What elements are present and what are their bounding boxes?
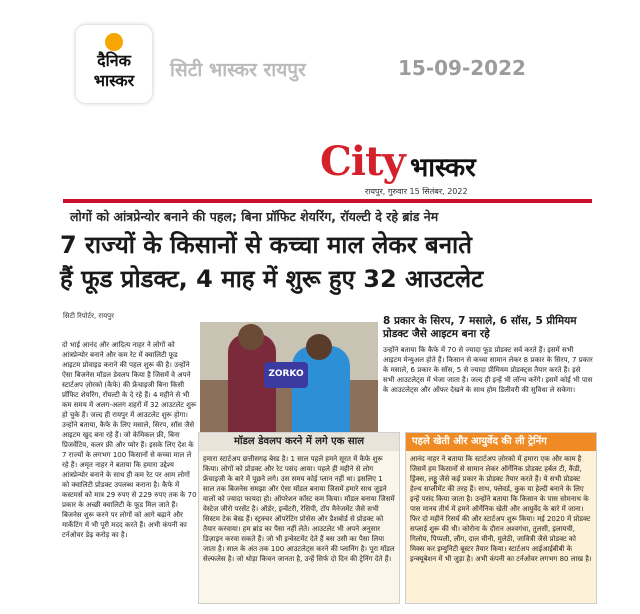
article-column-3: उन्होंने बताया कि कैफे में 70 से ज्यादा फूड प्रोडक्ट सर्व करते हैं। इसमें सभी आइटम मेन्युअल होते हैं। किसान से कच्चा सामान लेकर 8 प्रकार के सिरप, 7 प्रकार के मसाले, 6 प्रकार के सॉस, 5 से ज्यादा प्रीमियम प्रोडक्ट्स तैयार करते हैं। इसे सभी आउटलेट्स में भेजा जाता है। जल्द ही इन्हें भी लॉन्च करेंगे। इसमें कोई भी पास के आउटलेट्स और ऑफर देखने के साथ होम डिलीवरी की सुविधा ले सकेगा। [383,346,593,394]
sub-headline: 8 प्रकार के सिरप, 7 मसाले, 6 सॉस, 5 प्रीमियम प्रोडक्ट जैसे आइटम बना रहे [383,315,577,340]
headline-line-1: 7 राज्यों के किसानों से कच्चा माल लेकर बनाते [60,231,472,259]
masthead-city: City [320,138,405,185]
article-photo[interactable] [200,322,378,432]
article-column-1: दो भाई आनंद और आदित्य नाहर ने लोगों को आंत्रप्रेन्योर बनाने और कम रेट में क्वालिटी फूड आइटम प्रोवाइड कराने की पहल शुरू की है। उन्होंने ऐसा बिजनेस मॉडल डेवलप किया है जिसमें वे अपने स्टार्टअप ज़ोरको (कैफे) की फ्रेंचाइजी बिना किसी प्रॉफिट शेयरिंग, रॉयल्टी के दे रहे हैं। 4 महीने से भी कम समय में अलग-अलग शहरों में 32 आउटलेट शुरू हो चुके हैं। जल्द ही रायपुर में आउटलेट शुरू होगा। उन्होंने बताया, कैफे के लिए मसाले, सिरप, सॉस जैसे आइटम खुद बना रहे हैं। जो केमिकल फ्री, बिना प्रिजर्वेटिव, कलर फ्री और प्योर हैं। इसके लिए देश के 7 राज्यों के लगभग 100 किसानों से कच्चा माल ले रहे हैं। अमृत नाहर ने बताया कि हमारा उद्देश्य आंत्रप्रेन्योर बनाने के साथ ही कम रेट पर आम लोगों को क्वालिटी प्रोडक्ट उपलब्ध कराना है। कैफे में कस्टमर्स को मात्र 29 रुपए से 229 रुपए तक के 70 प्रकार के अच्छी क्वालिटी के फूड मिल जाते हैं। बिजनेस शुरू करने पर लोगों को आगे बढ़ाने और मार्केटिंग में भी पूरी मदद करते हैं। अभी कंपनी का टर्नओवर डेढ़ करोड़ का है। [62,341,197,539]
masthead-dateline: रायपुर, गुरुवार 15 सितंबर, 2022 [365,187,468,196]
dainik-bhaskar-logo[interactable] [76,25,152,103]
edition-name: सिटी भास्कर रायपुर [170,59,306,81]
box-right-text: आनंद नाहर ने बताया कि स्टार्टअप ज़ोरको में हमारा एक और काम है जिसमें हम किसानों से सामान लेकर ऑर्गेनिक प्रोडक्ट हर्बल टी, कैंडी, ड्रिंक्स, लड्डू जैसे कई प्रकार के प्रोडक्ट तैयार करते हैं। ये सभी प्रोडक्ट हेल्थ सप्लीमेंट की तरह हैं। साथ, फ्लेवर्ड, कुक या हेल्दी बनाने के लिए इन्हें पसंद किया जाता है। उन्होंने बताया कि किसान के पास सोमनाथ के पास मानव तीर्थ में हमने ऑर्गेनिक खेती और आयुर्वेद के बारे में जाना। फिर दो महीने रिसर्च की और स्टार्टअप शुरू किया। मई 2020 में प्रोडक्ट सप्लाई शुरू की थी। कोरोना के दौरान अश्वगंधा, तुलसी, इलायची, गिलोय, पिप्पली, लौंग, दाल चीनी, मुलेठी, जावित्री जैसे प्रोडक्ट को मिक्स कर इम्युनिटी बूस्टर तैयार किया। स्टार्टअप आईआईबीबी के इन्क्यूबेशन में भी जुड़ा है। अभी कंपनी का टर्नओवर लगभग 80 लाख है। [410,455,592,563]
photo-person-left-head [238,324,264,350]
city-bhaskar-masthead [320,138,530,188]
logo-text-line2: भास्कर [93,71,135,90]
headline-line-2: हैं फूड प्रोडक्ट, 4 माह में शुरू हुए 32 आउटलेट [60,265,484,293]
box-left-headline: मॉडल डेवलप करने में लगे एक साल [199,433,399,451]
farming-training-box [405,432,597,604]
logo-text-line1: दैनिक [97,51,131,70]
epaper-header [0,0,640,120]
masthead-rule [63,199,592,203]
model-development-box [198,432,400,604]
zorko-sign [264,362,308,388]
box-left-text: हमारा स्टार्टअप छत्तीसगढ़ बेस्ड है। 1 साल पहले हमने सूरत में कैफे शुरू किया। लोगों को प्रोडक्ट और रेट पसंद आया। पहले ही महीने से लोग फ्रेंचाइजी के बारे में पूछने लगे। उस समय कोई प्लान नहीं था। इसलिए 1 साल तक बिजनेस समझा और ऐसा मॉडल बनाया जिसमें हमारे साथ जुड़ने वालों को ज्यादा फायदा हो। ऑपरेशन कॉस्ट कम किया। मॉडल बनाया जिसमें वेस्टेज जीरो परसेंट है। ऑर्डर, इन्वेंटरी, रेसिपी, टॉप मैनेजमेंट जैसे सभी सिस्टम टेक बेस्ड हैं। स्ट्रक्चर ऑपरेटिंग प्रोसेस और डैशबोर्ड से प्रोडक्ट को तैयार करवाया। हम ब्रांड का पैसा नहीं लेते। आउटलेट भी अपने अनुसार डिज़ाइन करवा सकते हैं। जो भी इन्वेस्टमेंट देते हैं बस उसी का पैसा लिया जाता है। साल के अंत तक 100 आउटलेट्स करने की प्लानिंग है। पूरा मॉडल सेल्फलेस है। जो थोड़ा किचन जानता है, उन्हें सिर्फ दो दिन की ट्रेनिंग देते हैं। [203,455,395,563]
box-right-headline: पहले खेती और आयुर्वेद की ली ट्रेनिंग [406,433,596,451]
masthead-bhaskar: भास्कर [410,153,476,183]
photo-person-right-head [306,334,332,360]
article-kicker: लोगों को आंत्रप्रेन्योर बनाने की पहल; बिना प्रॉफिट शेयरिंग, रॉयल्टी दे रहे ब्रांड नेम [70,209,439,224]
zorko-sign-text: ZORKO [268,369,304,379]
edition-date: 15-09-2022 [398,56,526,80]
byline: सिटी रिपोर्टर, रायपुर [63,312,114,320]
